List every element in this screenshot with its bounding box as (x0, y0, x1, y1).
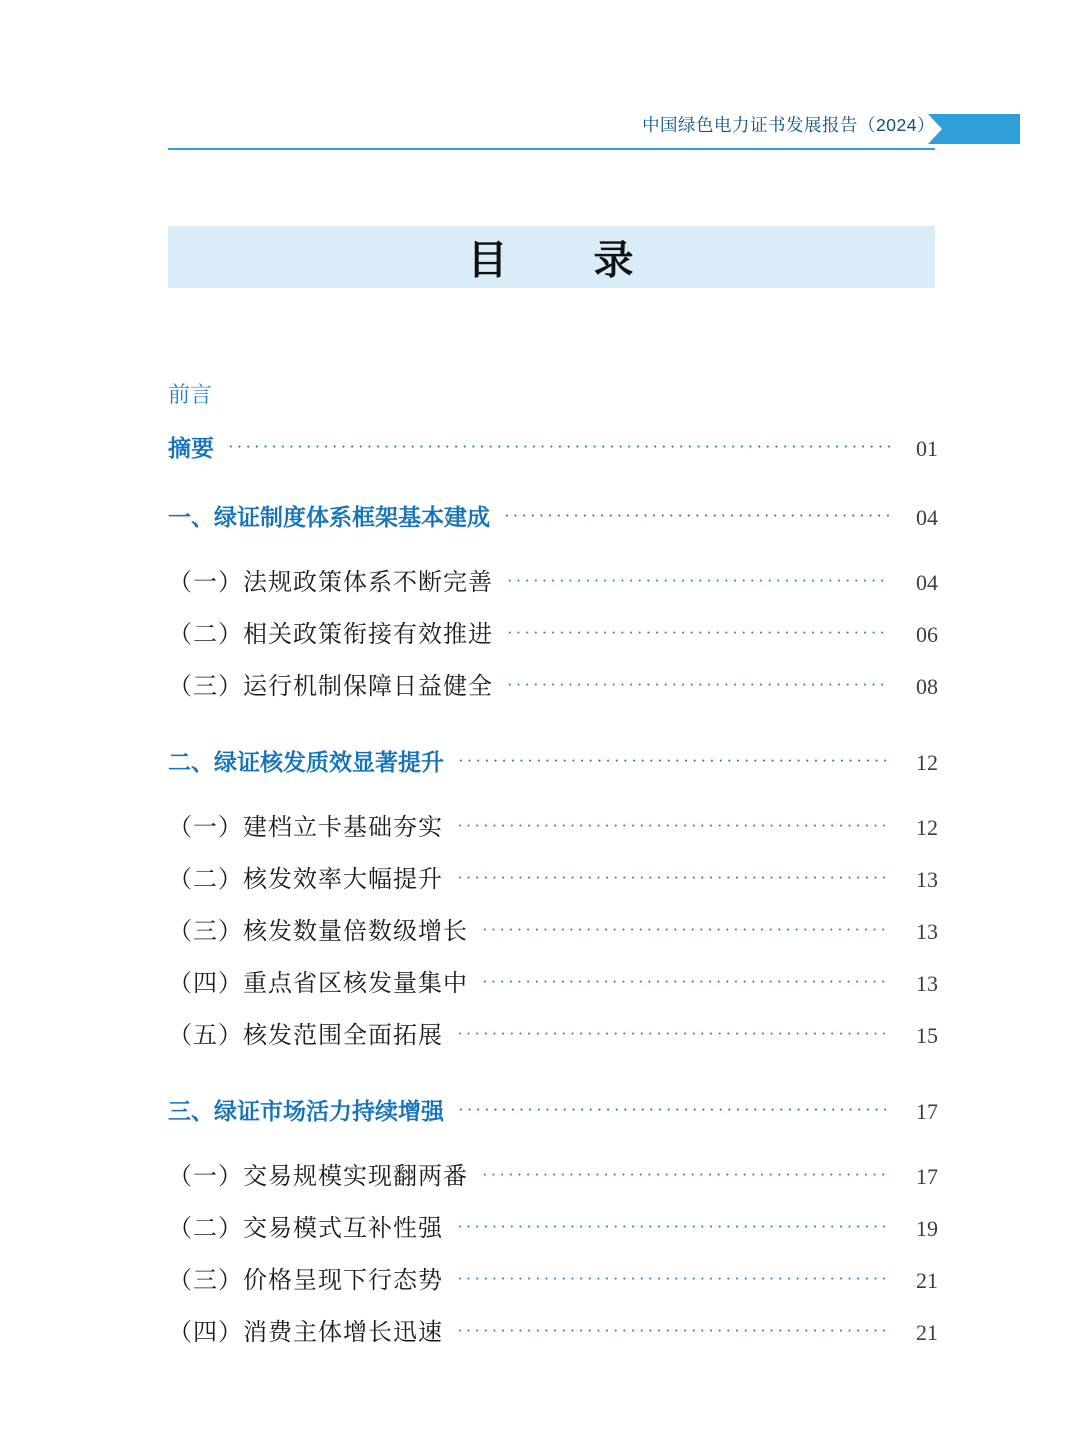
toc-entry-page: 21 (916, 1320, 938, 1345)
toc-entry-2-4[interactable] (168, 963, 938, 1015)
toc-entry-3-1[interactable] (168, 1156, 938, 1208)
toc-entry-3-2[interactable] (168, 1208, 938, 1260)
toc-entry-chapter-3[interactable] (168, 1093, 938, 1156)
toc-entry-page: 17 (916, 1164, 938, 1189)
toc-entry-page: 13 (916, 971, 938, 996)
toc-entry-3-3[interactable] (168, 1260, 938, 1312)
toc-section-gap (168, 1067, 938, 1087)
toc-leader-dots (457, 1025, 890, 1042)
toc-leader-dots (457, 869, 890, 886)
toc-entry-page: 12 (916, 815, 938, 840)
toc-leader-dots (482, 973, 890, 990)
toc-entry-page: 01 (916, 436, 938, 461)
page-title: 目 录 (467, 237, 636, 283)
toc-entry-summary[interactable] (168, 430, 938, 493)
toc-entry-page: 19 (916, 1216, 938, 1241)
toc-entry-label: （二）核发效率大幅提升 (168, 867, 443, 893)
toc-leader-dots (482, 921, 890, 938)
toc-leader-dots (457, 1270, 890, 1287)
toc-entry-page: 15 (916, 1023, 938, 1048)
toc-entry-2-5[interactable] (168, 1015, 938, 1067)
header-report-title: 中国绿色电力证书发展报告（2024） (642, 115, 935, 135)
toc-entry-chapter-2[interactable] (168, 744, 938, 807)
toc-entry-2-1[interactable] (168, 807, 938, 859)
toc-entry-chapter-1[interactable] (168, 499, 938, 562)
toc-entry-label: （三）价格呈现下行态势 (168, 1268, 443, 1294)
toc-title-banner (168, 226, 935, 288)
toc-entry-label: 摘要 (168, 435, 214, 461)
toc-entry-label: （三）运行机制保障日益健全 (168, 674, 493, 700)
header-banner-shape-icon (928, 114, 1020, 144)
table-of-contents (168, 378, 938, 1364)
toc-entry-page: 08 (916, 674, 938, 699)
toc-entry-1-1[interactable] (168, 562, 938, 614)
toc-leader-dots (228, 438, 890, 455)
toc-leader-dots (457, 1322, 890, 1339)
toc-entry-page: 21 (916, 1268, 938, 1293)
toc-entry-2-2[interactable] (168, 859, 938, 911)
toc-entry-label: （二）相关政策衔接有效推进 (168, 622, 493, 648)
toc-entry-label: （二）交易模式互补性强 (168, 1216, 443, 1242)
toc-leader-dots (507, 572, 890, 589)
toc-entry-label: 三、绿证市场活力持续增强 (168, 1098, 444, 1124)
toc-entry-label: （三）核发数量倍数级增长 (168, 919, 468, 945)
toc-entry-page: 13 (916, 919, 938, 944)
toc-entry-page: 04 (916, 505, 938, 530)
header-divider (168, 148, 935, 150)
toc-entry-preface[interactable] (168, 378, 938, 424)
toc-entry-label: 二、绿证核发质效显著提升 (168, 749, 444, 775)
toc-entry-2-3[interactable] (168, 911, 938, 963)
toc-entry-page: 13 (916, 867, 938, 892)
toc-entry-3-4[interactable] (168, 1312, 938, 1364)
toc-section-gap (168, 718, 938, 738)
toc-entry-page: 17 (916, 1099, 938, 1124)
toc-leader-dots (507, 624, 890, 641)
toc-leader-dots (458, 1101, 890, 1118)
toc-entry-label: （一）交易规模实现翻两番 (168, 1164, 468, 1190)
toc-entry-label: （四）重点省区核发量集中 (168, 971, 468, 997)
toc-entry-label: （五）核发范围全面拓展 (168, 1023, 443, 1049)
toc-leader-dots (504, 507, 890, 524)
toc-entry-label: 一、绿证制度体系框架基本建成 (168, 504, 490, 530)
toc-entry-label: （一）建档立卡基础夯实 (168, 815, 443, 841)
toc-entry-1-3[interactable] (168, 666, 938, 718)
toc-entry-page: 04 (916, 570, 938, 595)
toc-entry-label: 前言 (168, 382, 213, 407)
toc-entry-label: （一）法规政策体系不断完善 (168, 570, 493, 596)
toc-entry-label: （四）消费主体增长迅速 (168, 1320, 443, 1346)
page-header (0, 104, 1080, 152)
toc-entry-1-2[interactable] (168, 614, 938, 666)
toc-leader-dots (482, 1166, 890, 1183)
toc-entry-page: 06 (916, 622, 938, 647)
toc-entry-page: 12 (916, 750, 938, 775)
toc-leader-dots (458, 752, 890, 769)
toc-leader-dots (457, 1218, 890, 1235)
toc-leader-dots (457, 817, 890, 834)
toc-leader-dots (507, 676, 890, 693)
